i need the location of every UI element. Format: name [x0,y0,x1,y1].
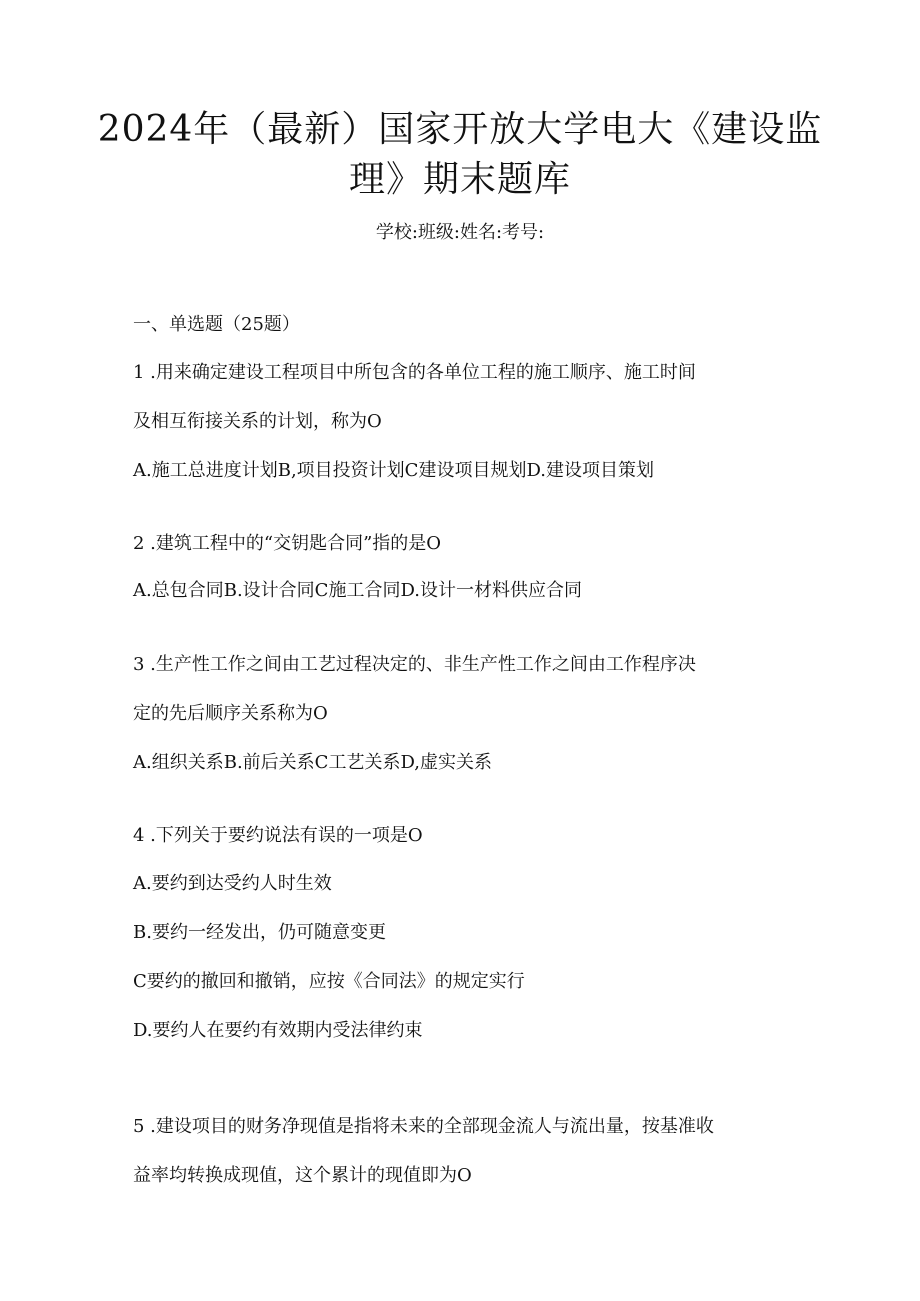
section-heading: 一、单选题（25题） [133,314,300,335]
question-2-text: 2 .建筑工程中的“交钥匙合同”指的是O [133,533,442,554]
question-4-text: 4 .下列关于要约说法有误的一项是O [133,825,423,846]
question-1-text-continued: 及相互衔接关系的计划，称为O [133,411,382,432]
question-1-options: A.施工总进度计划B,项目投资计划C建设项目规划D.建设项目策划 [133,460,654,481]
question-4-option-c: C要约的撤回和撤销，应按《合同法》的规定实行 [133,971,525,992]
question-1-text: 1 .用来确定建设工程项目中所包含的各单位工程的施工顺序、施工时间 [133,362,696,383]
question-2-options: A.总包合同B.设计合同C施工合同D.设计一材料供应合同 [133,580,582,601]
question-4-option-d: D.要约人在要约有效期内受法律约束 [133,1020,423,1041]
document-title-line-2: 理》期末题库 [348,159,571,200]
question-3-options: A.组织关系B.前后关系C工艺关系D,虚实关系 [133,752,492,773]
question-5-text-continued: 益率均转换成现值，这个累计的现值即为O [133,1165,472,1186]
question-3-text-continued: 定的先后顺序关系称为O [133,703,328,724]
question-4-option-b: B.要约一经发出，仍可随意变更 [133,922,386,943]
question-5-text: 5 .建设项目的财务净现值是指将未来的全部现金流人与流出量，按基准收 [133,1116,714,1137]
question-3-text: 3 .生产性工作之间由工艺过程决定的、非生产性工作之间由工作程序决 [133,654,696,675]
document-title-line-1: 2024年（最新）国家开放大学电大《建设监 [97,109,823,150]
student-info-line: 学校:班级:姓名:考号: [375,222,545,243]
question-4-option-a: A.要约到达受约人时生效 [133,873,332,894]
